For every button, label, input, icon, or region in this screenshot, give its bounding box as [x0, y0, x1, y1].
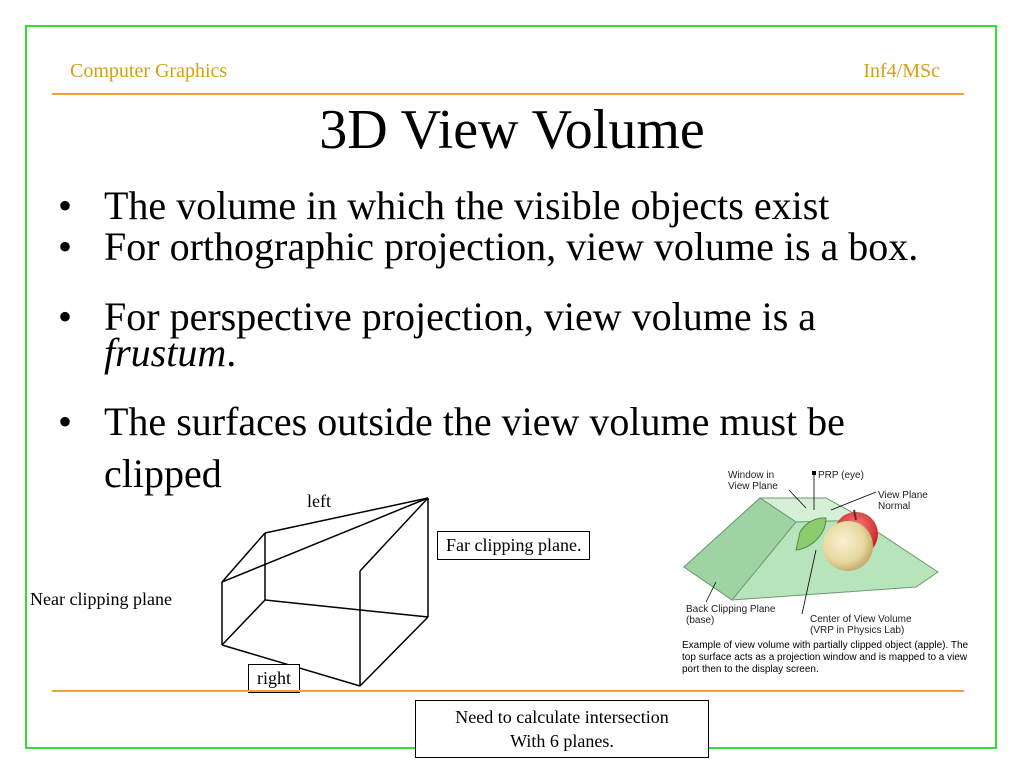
frustum-edge: [222, 600, 265, 645]
bullet-text: For perspective projection, view volume is a: [104, 294, 817, 339]
footer-rule: [52, 690, 964, 692]
left-label: left: [307, 491, 331, 511]
center-label: Center of View Volume (VRP in Physics Lab): [810, 614, 912, 636]
frustum-edge: [222, 533, 265, 582]
intersection-note-box: Need to calculate intersection With 6 planes.: [415, 700, 709, 758]
window-label: Window in View Plane: [728, 470, 778, 492]
bullet-text: The volume in which the visible objects exist: [104, 183, 830, 228]
bullet-text: The surfaces outside the view volume must be clipped: [104, 399, 845, 496]
bullet-emphasis: frustum: [104, 330, 227, 375]
far-plane-box: Far clipping plane.: [437, 531, 590, 560]
bullet-marker: •: [58, 224, 73, 269]
bullet-marker: •: [58, 399, 73, 444]
figure-caption: Example of view volume with partially clipped object (apple). The top surface acts as a projection window and is mapped to a view port then to the display screen.: [682, 640, 969, 675]
frustum-edge: [360, 617, 428, 686]
prp-label: PRP (eye): [818, 470, 864, 481]
back-plane-label: Back Clipping Plane (base): [686, 604, 776, 626]
slide-title: 3D View Volume: [319, 99, 705, 161]
apple-clipped: [823, 521, 873, 571]
frustum-edge: [360, 498, 428, 571]
view-volume-figure: [676, 462, 976, 682]
normal-pointer: [831, 492, 876, 510]
header-course: Computer Graphics: [70, 60, 228, 82]
frustum-edge: [265, 498, 428, 533]
normal-label: View Plane Normal: [878, 490, 928, 512]
frustum-edge: [265, 600, 428, 617]
header-code: Inf4/MSc: [863, 60, 940, 82]
right-label-box: right: [248, 664, 300, 693]
near-plane-label: Near clipping plane: [30, 589, 172, 609]
bullet-text: For orthographic projection, view volume is a box.: [104, 224, 919, 269]
bullet-marker: •: [58, 294, 73, 339]
bullet-marker: •: [58, 183, 73, 228]
bullet-period: .: [226, 330, 237, 375]
prp-marker: [812, 471, 816, 475]
